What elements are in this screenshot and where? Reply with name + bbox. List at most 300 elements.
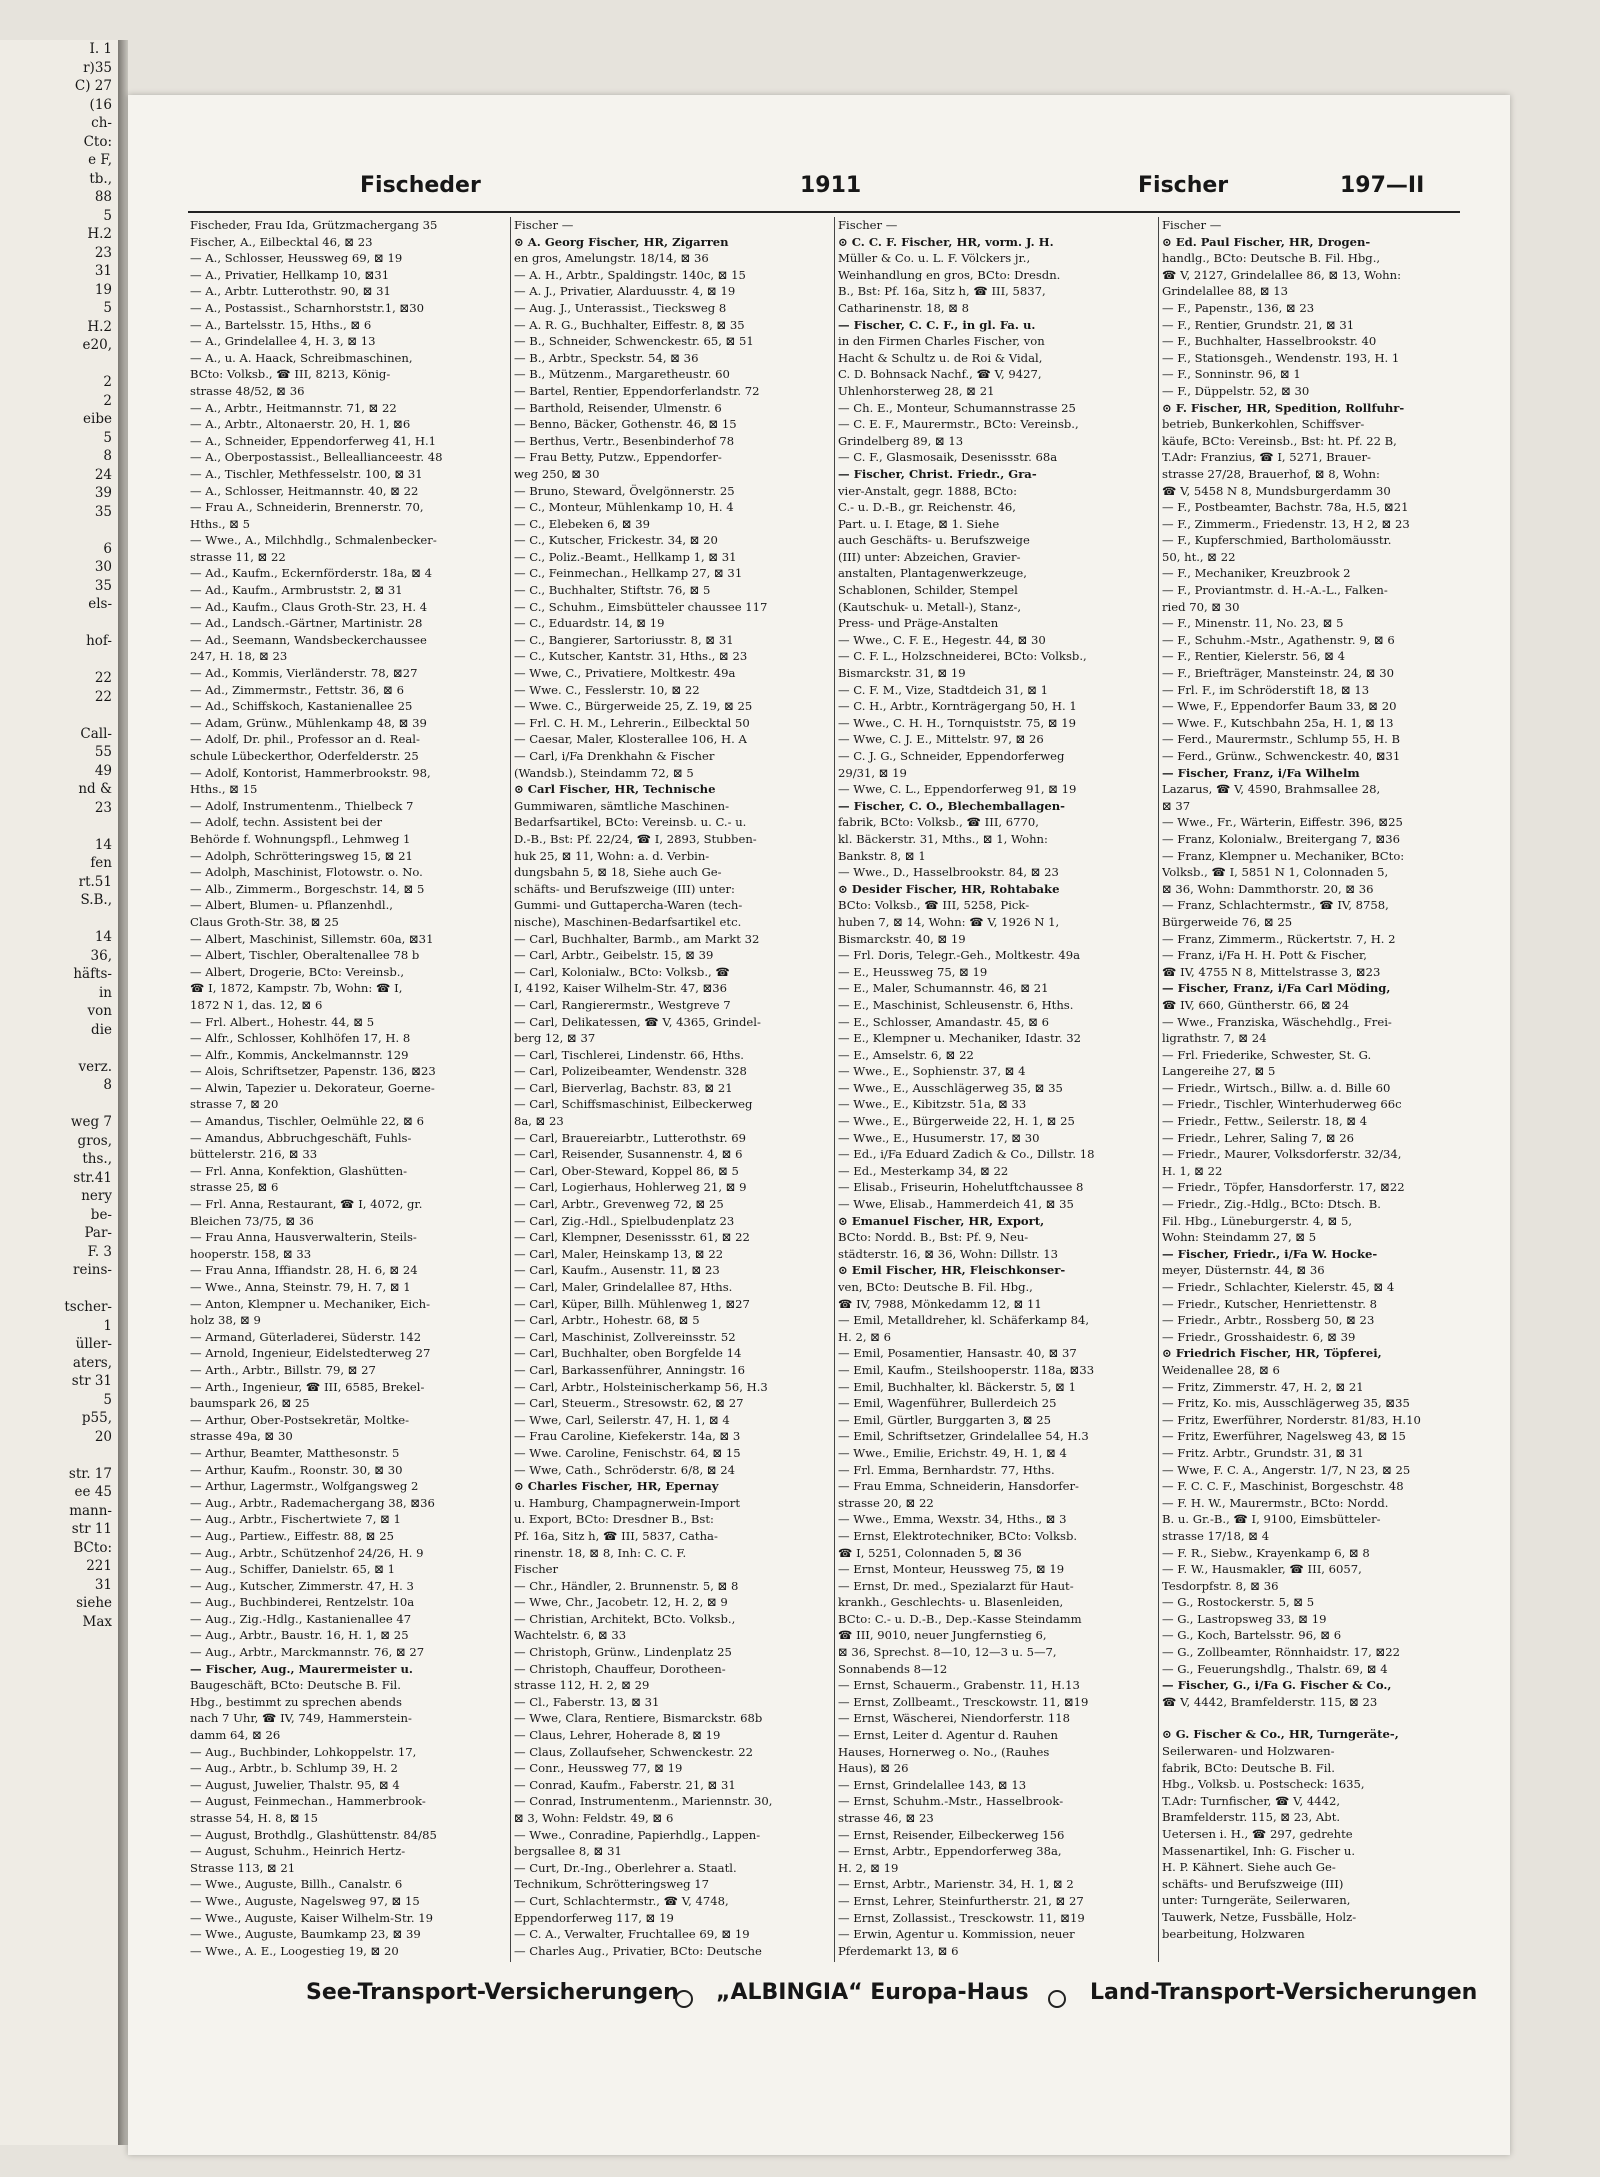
entry-line: — Conr., Heussweg 77, ⊠ 19 (514, 1761, 683, 1776)
prev-page-fragment (0, 817, 118, 836)
entry-line: — Carl, Arbtr., Hohestr. 68, ⊠ 5 (514, 1313, 700, 1328)
entry-line: Grindelberg 89, ⊠ 13 (838, 433, 964, 448)
entry-line: — Friedr., Fettw., Seilerstr. 18, ⊠ 4 (1162, 1114, 1368, 1129)
entry-line: Strasse 113, ⊠ 21 (190, 1860, 296, 1875)
previous-page-edge (0, 40, 120, 2145)
entry-line: — G., Zollbeamter, Rönnhaidstr. 17, ⊠22 (1162, 1645, 1400, 1660)
entry-line: — E., Heussweg 75, ⊠ 19 (838, 964, 988, 979)
entry-line: — Carl, Polizeibeamter, Wendenstr. 328 (514, 1064, 747, 1079)
entry-line: ☎ V, 2127, Grindelallee 86, ⊠ 13, Wohn: (1162, 267, 1402, 282)
entry-line: Grindelallee 88, ⊠ 13 (1162, 284, 1288, 299)
entry-line: — Wwe., Conradine, Papierhdlg., Lappen- (514, 1827, 761, 1842)
page-header (128, 173, 1510, 209)
prev-page-fragment: r)35 (83, 59, 112, 76)
entry-line: — Carl, Kolonialw., BCto: Volksb., ☎ (514, 964, 730, 979)
entry-line: — Fritz. Arbtr., Grundstr. 31, ⊠ 31 (1162, 1445, 1364, 1460)
entry-line: nach 7 Uhr, ☎ IV, 749, Hammerstein- (190, 1711, 412, 1726)
entry-heading-line: — Fischer, C. C. F., in gl. Fa. u. (838, 317, 1036, 332)
entry-line: — Ch. E., Monteur, Schumannstrasse 25 (838, 400, 1076, 415)
prev-page-fragment (0, 706, 118, 725)
entry-line: BCto: C.- u. D.-B., Dep.-Kasse Steindamm (838, 1611, 1082, 1626)
prev-page-fragment: e F, (88, 152, 112, 168)
prev-page-fragment (0, 355, 118, 374)
entry-line: — Ernst, Schuhm.-Mstr., Hasselbrook- (838, 1794, 1064, 1809)
entry-line (190, 1959, 506, 1962)
entry-line: — Fritz, Ko. mis, Ausschlägerweg 35, ⊠35 (1162, 1396, 1410, 1411)
entry-line: — C. H., Arbtr., Kornträgergang 50, H. 1 (838, 699, 1077, 714)
entry-line: — Adolph, Maschinist, Flotowstr. o. No. (190, 865, 423, 880)
entry-line: — Ferd., Maurermstr., Schlump 55, H. B (1162, 732, 1400, 747)
entry-line: — Carl, Arbtr., Geibelstr. 15, ⊠ 39 (514, 948, 714, 963)
entry-line: — Frau A., Schneiderin, Brennerstr. 70, (190, 500, 424, 515)
entry-line: — C. F. M., Vize, Stadtdeich 31, ⊠ 1 (838, 682, 1048, 697)
entry-line: — Aug., Arbtr., Baustr. 16, H. 1, ⊠ 25 (190, 1628, 409, 1643)
entry-line: — Alfr., Kommis, Anckelmannstr. 129 (190, 1047, 409, 1062)
entry-line: — Aug., Arbtr., Marckmannstr. 76, ⊠ 27 (190, 1645, 425, 1660)
prev-page-fragment: 1 (103, 1317, 112, 1334)
entry-line: Hths., ⊠ 15 (190, 782, 258, 797)
prev-page-fragment: siehe (76, 1595, 112, 1611)
prev-page-fragment (0, 1039, 118, 1058)
prev-page-fragment: 8 (103, 1077, 112, 1093)
entry-line: — Amandus, Tischler, Oelmühle 22, ⊠ 6 (190, 1114, 424, 1129)
entry-line: Sonnabends 8—12 (838, 1661, 948, 1676)
prev-page-fragment: 22 (94, 688, 112, 705)
entry-line: Gummiwaren, sämtliche Maschinen- (514, 798, 730, 813)
entry-line: — Wwe, Chr., Jacobetr. 12, H. 2, ⊠ 9 (514, 1595, 728, 1610)
entry-line: Bleichen 73/75, ⊠ 36 (190, 1213, 314, 1228)
entry-line: — Ernst, Arbtr., Eppendorferweg 38a, (838, 1844, 1062, 1859)
entry-line: — Carl, Logierhaus, Hohlerweg 21, ⊠ 9 (514, 1180, 747, 1195)
entry-line: — C., Bangierer, Sartoriusstr. 8, ⊠ 31 (514, 632, 734, 647)
entry-line: ☎ I, 5251, Colonnaden 5, ⊠ 36 (838, 1545, 1022, 1560)
entry-line: — Carl, Rangierermstr., Westgreve 7 (514, 997, 731, 1012)
entry-line: strasse 46, ⊠ 23 (838, 1811, 934, 1825)
entry-line: — Albert, Blumen- u. Pflanzenhdl., (190, 898, 393, 913)
prev-page-fragment: str.41 (73, 1169, 112, 1186)
prev-page-fragment: 22 (94, 670, 112, 686)
entry-line: — E., Maler, Schumannstr. 46, ⊠ 21 (838, 981, 1049, 996)
prev-page-fragment: 35 (94, 503, 112, 520)
entry-line: Hauses, Hornerweg o. No., (Rauhes (838, 1744, 1050, 1759)
prev-page-fragment: nd & (78, 781, 112, 797)
entry-heading-line: ⊙ Desider Fischer, HR, Rohtabake (838, 881, 1060, 896)
entry-line: huk 25, ⊠ 11, Wohn: a. d. Verbin- (514, 848, 710, 863)
prev-page-fragment: fen (90, 855, 112, 871)
entry-line: Bedarfsartikel, BCto: Vereinsb. u. C.- u. (514, 815, 747, 830)
entry-line: strasse 25, ⊠ 6 (190, 1180, 279, 1195)
entry-line: — Wwe, F. C. A., Angerstr. 1/7, N 23, ⊠ 25 (1162, 1462, 1411, 1477)
entry-line: Tauwerk, Netze, Fussbälle, Holz- (1162, 1909, 1357, 1924)
entry-line: — Fritz, Ewerführer, Nagelsweg 43, ⊠ 15 (1162, 1429, 1406, 1444)
entry-line: — Emil, Wagenführer, Bullerdeich 25 (838, 1396, 1057, 1411)
entry-line: Tesdorpfstr. 8, ⊠ 36 (1162, 1578, 1279, 1593)
prev-page-fragment: Cto: (83, 133, 112, 150)
entry-heading-line: ⊙ A. Georg Fischer, HR, Zigarren (514, 234, 729, 249)
entry-line: Hbg., Volksb. u. Postscheck: 1635, (1162, 1777, 1365, 1792)
prev-page-fragment (0, 1095, 118, 1114)
entry-line: weg 250, ⊠ 30 (514, 466, 600, 481)
entry-heading-line: — Fischer, G., i/Fa G. Fischer & Co., (1162, 1678, 1392, 1693)
entry-line: — Aug., Buchbinder, Lohkoppelstr. 17, (190, 1744, 417, 1759)
entry-line: — Ernst, Leiter d. Agentur d. Rauhen (838, 1728, 1058, 1743)
entry-line: — Alb., Zimmerm., Borgeschstr. 14, ⊠ 5 (190, 881, 425, 896)
entry-line: — Carl, Bierverlag, Bachstr. 83, ⊠ 21 (514, 1080, 733, 1095)
entry-line: (Wandsb.), Steindamm 72, ⊠ 5 (514, 765, 694, 780)
entry-line: — Wwe., Auguste, Billh., Canalstr. 6 (190, 1877, 403, 1892)
entry-line: — Arthur, Lagermstr., Wolfgangsweg 2 (190, 1479, 419, 1494)
prev-page-fragment: üller- (75, 1336, 112, 1352)
entry-line: — F., Buchhalter, Hasselbrookstr. 40 (1162, 334, 1377, 349)
entry-line: — C. F. L., Holzschneiderei, BCto: Volksb., (838, 649, 1087, 664)
entry-line: — Chr., Händler, 2. Brunnenstr. 5, ⊠ 8 (514, 1578, 739, 1593)
entry-line: BCto: Volksb., ☎ III, 5258, Pick- (838, 898, 1030, 913)
entry-line: — F. C. C. F., Maschinist, Borgeschstr. 48 (1162, 1479, 1404, 1494)
entry-line: — Frau Anna, Iffiandstr. 28, H. 6, ⊠ 24 (190, 1263, 418, 1278)
entry-line: Hacht & Schultz u. de Roi & Vidal, (838, 350, 1043, 365)
entry-line: 29/31, ⊠ 19 (838, 765, 907, 780)
entry-line: — Friedr., Zig.-Hdlg., BCto: Dtsch. B. (1162, 1197, 1381, 1212)
entry-line: — Ernst, Arbtr., Marienstr. 34, H. 1, ⊠ 2 (838, 1877, 1074, 1892)
entry-line: B. u. Gr.-B., ☎ I, 9100, Eimsbütteler- (1162, 1512, 1381, 1527)
entry-line: nische), Maschinen-Bedarfsartikel etc. (514, 914, 742, 929)
entry-line: — Christoph, Grünw., Lindenplatz 25 (514, 1645, 732, 1660)
prev-page-fragment (0, 1280, 118, 1299)
prev-page-fragment: 8 (103, 448, 112, 464)
entry-line: ⊠ 3, Wohn: Feldstr. 49, ⊠ 6 (514, 1811, 674, 1825)
entry-line: — Wwe., Anna, Steinstr. 79, H. 7, ⊠ 1 (190, 1280, 411, 1294)
entry-heading-line: ⊙ F. Fischer, HR, Spedition, Rollfuhr- (1162, 400, 1405, 415)
entry-line: — Claus, Zollaufseher, Schwenckestr. 22 (514, 1744, 753, 1759)
entry-line: — Wwe., E., Sophienstr. 37, ⊠ 4 (838, 1064, 1026, 1079)
entry-line: — F. R., Siebw., Krayenkamp 6, ⊠ 8 (1162, 1545, 1370, 1560)
prev-page-fragment: C) 27 (74, 78, 112, 94)
entry-line: käufe, BCto: Vereinsb., Bst: ht. Pf. 22 B, (1162, 433, 1397, 448)
entry-line: — F., Proviantmstr. d. H.-A.-L., Falken- (1162, 583, 1388, 598)
entry-line: — A., Grindelallee 4, H. 3, ⊠ 13 (190, 334, 376, 349)
entry-line: — Bruno, Steward, Övelgönnerstr. 25 (514, 483, 735, 498)
entry-line: Bramfelderstr. 115, ⊠ 23, Abt. (1162, 1810, 1341, 1825)
entry-line: — Carl, Maschinist, Zollvereinsstr. 52 (514, 1329, 736, 1344)
entry-line: — Wwe., E., Ausschlägerweg 35, ⊠ 35 (838, 1080, 1063, 1095)
entry-heading-line: — Fischer, Franz, i/Fa Carl Möding, (1162, 981, 1391, 996)
entry-line: — Erwin, Agentur u. Kommission, neuer (838, 1927, 1075, 1942)
entry-line: Fischer — (1162, 218, 1222, 232)
entry-line: — B., Schneider, Schwenckestr. 65, ⊠ 51 (514, 334, 754, 349)
entry-line: — C. A., Verwalter, Fruchtallee 69, ⊠ 19 (514, 1927, 750, 1942)
entry-line: — Wwe. C., Bürgerweide 25, Z. 19, ⊠ 25 (514, 699, 753, 714)
entry-line: — Franz, Schlachtermstr., ☎ IV, 8758, (1162, 898, 1389, 913)
entry-line: huben 7, ⊠ 14, Wohn: ☎ V, 1926 N 1, (838, 914, 1060, 929)
entry-line: — A., Oberpostassist., Belleallianceestr. 48 (190, 450, 443, 465)
entry-line: — Ernst, Wäscherei, Niendorferstr. 118 (838, 1711, 1070, 1726)
entry-line: — Friedr., Grosshaidestr. 6, ⊠ 39 (1162, 1329, 1356, 1344)
prev-page-fragment: nery (81, 1188, 112, 1204)
entry-line: — Arthur, Kaufm., Roonstr. 30, ⊠ 30 (190, 1462, 403, 1477)
entry-line: — Wwe, Carl, Seilerstr. 47, H. 1, ⊠ 4 (514, 1412, 730, 1427)
entry-line: — A., Schlosser, Heussweg 69, ⊠ 19 (190, 251, 403, 266)
entry-line: — F., Papenstr., 136, ⊠ 23 (1162, 300, 1315, 315)
prev-page-fragment: (16 (89, 96, 112, 113)
entry-line: Fil. Hbg., Lüneburgerstr. 4, ⊠ 5, (1162, 1213, 1353, 1228)
column-1 (190, 217, 506, 1962)
column-divider (510, 217, 511, 1962)
advert-footer (188, 1980, 1478, 2020)
entry-line: — Arth., Arbtr., Billstr. 79, ⊠ 27 (190, 1362, 376, 1377)
entry-line: — Ernst, Monteur, Heussweg 75, ⊠ 19 (838, 1562, 1065, 1577)
entry-line: — Berthus, Vertr., Besenbinderhof 78 (514, 433, 735, 448)
entry-line: — A., Arbtr. Lutterothstr. 90, ⊠ 31 (190, 284, 391, 299)
entry-heading-line: — Fischer, Christ. Friedr., Gra- (838, 466, 1037, 481)
entry-line: — Ad., Zimmermstr., Fettstr. 36, ⊠ 6 (190, 682, 404, 697)
entry-line: — Frl. F., im Schröderstift 18, ⊠ 13 (1162, 682, 1370, 697)
entry-line: hooperstr. 158, ⊠ 33 (190, 1246, 312, 1261)
entry-line: — Wwe. F., Kutschbahn 25a, H. 1, ⊠ 13 (1162, 715, 1394, 730)
entry-line: — F., Sonninstr. 96, ⊠ 1 (1162, 367, 1301, 382)
prev-page-fragment: str 31 (71, 1373, 112, 1389)
entry-line: anstalten, Plantagenwerkzeuge, (838, 566, 1027, 581)
entry-line: — G., Lastropsweg 33, ⊠ 19 (1162, 1611, 1327, 1626)
entry-line: — Ad., Kaufm., Eckernförderstr. 18a, ⊠ 4 (190, 566, 433, 581)
entry-line: — Aug., Zig.-Hdlg., Kastanienallee 47 (190, 1611, 412, 1626)
entry-line: — Wwe, C., Privatiere, Moltkestr. 49a (514, 666, 736, 681)
entry-line: — Carl, Küper, Billh. Mühlenweg 1, ⊠27 (514, 1296, 750, 1311)
entry-line: — Friedr., Kutscher, Henriettenstr. 8 (1162, 1296, 1377, 1311)
entry-line: strasse 48/52, ⊠ 36 (190, 383, 305, 398)
entry-line: T.Adr: Franzius, ☎ I, 5271, Brauer- (1162, 450, 1371, 465)
entry-line: — Wwe, Elisab., Hammerdeich 41, ⊠ 35 (838, 1197, 1074, 1212)
prev-page-fragment: häfts- (73, 966, 112, 982)
entry-line: — Curt, Dr.-Ing., Oberlehrer a. Staatl. (514, 1860, 737, 1875)
prev-page-fragment: tscher- (64, 1299, 112, 1315)
entry-line: strasse 11, ⊠ 22 (190, 549, 286, 564)
entry-line: — F., Rentier, Grundstr. 21, ⊠ 31 (1162, 317, 1355, 332)
entry-line: — Carl, Klempner, Desenissstr. 61, ⊠ 22 (514, 1230, 750, 1245)
entry-line: Weidenallee 28, ⊠ 6 (1162, 1362, 1280, 1377)
entry-line: en gros, Amelungstr. 18/14, ⊠ 36 (514, 251, 709, 266)
entry-line: — Albert, Maschinist, Sillemstr. 60a, ⊠31 (190, 931, 434, 946)
entry-line: — A. R. G., Buchhalter, Eiffestr. 8, ⊠ 35 (514, 317, 745, 332)
entry-line: krankh., Geschlechts- u. Blasenleiden, (838, 1595, 1064, 1610)
prev-page-fragment: gros, (77, 1132, 112, 1149)
footer-circle-icon (1048, 1990, 1066, 2008)
entry-line: bearbeitung, Holzwaren (1162, 1926, 1305, 1941)
entry-line: — Frl. Friederike, Schwester, St. G. (1162, 1047, 1372, 1062)
prev-page-fragment: str. 17 (68, 1465, 112, 1482)
entry-heading-line: ⊙ Charles Fischer, HR, Epernay (514, 1479, 719, 1494)
column-2 (514, 217, 830, 1962)
prev-page-fragment: 221 (86, 1558, 112, 1574)
entry-line: fabrik, BCto: Volksb., ☎ III, 6770, (838, 815, 1039, 830)
entry-line: — Emil, Posamentier, Hansastr. 40, ⊠ 37 (838, 1346, 1077, 1361)
prev-page-fragment: rt.51 (78, 873, 112, 890)
entry-line: — Carl, Reisender, Susannenstr. 4, ⊠ 6 (514, 1147, 743, 1162)
entry-line: — Christian, Architekt, BCto. Volksb., (514, 1611, 736, 1626)
footer-circle-icon (675, 1990, 693, 2008)
entry-line: — Wwe, Clara, Rentiere, Bismarckstr. 68b (514, 1711, 763, 1726)
entry-line: — A., Bartelsstr. 15, Hths., ⊠ 6 (190, 317, 372, 332)
prev-page-fragment: hof- (86, 633, 112, 649)
prev-page-fragment (0, 910, 118, 929)
book-gutter (118, 40, 128, 2145)
entry-line: — Ferd., Grünw., Schwenckestr. 40, ⊠31 (1162, 749, 1401, 763)
entry-line: — Arthur, Ober-Postsekretär, Moltke- (190, 1412, 410, 1427)
prev-page-fragment: 20 (94, 1428, 112, 1445)
entry-line: 1872 N 1, das. 12, ⊠ 6 (190, 997, 323, 1012)
prev-page-fragment: weg 7 (70, 1114, 112, 1130)
entry-line: Fischeder, Frau Ida, Grützmachergang 35 (190, 218, 438, 232)
entry-line: T.Adr: Turnfischer, ☎ V, 4442, (1162, 1793, 1341, 1808)
prev-page-fragment (0, 614, 118, 633)
entry-line: — Friedr., Schlachter, Kielerstr. 45, ⊠ 4 (1162, 1280, 1395, 1294)
entry-line: — Franz, i/Fa H. H. Pott & Fischer, (1162, 948, 1367, 963)
entry-line: — Arth., Ingenieur, ☎ III, 6585, Brekel- (190, 1379, 425, 1394)
entry-line: in den Firmen Charles Fischer, von (838, 334, 1045, 349)
entry-line: fabrik, BCto: Deutsche B. Fil. (1162, 1760, 1335, 1775)
entry-line: — Wwe., Fr., Wärterin, Eiffestr. 396, ⊠25 (1162, 815, 1403, 830)
entry-line: — Wwe., A., Milchhdlg., Schmalenbecker- (190, 533, 437, 548)
prev-page-fragment: 5 (103, 429, 112, 446)
entry-line: — Carl, Kaufm., Ausenstr. 11, ⊠ 23 (514, 1263, 720, 1278)
entry-line: — Ad., Schiffskoch, Kastanienallee 25 (190, 699, 413, 714)
entry-line: — Aug., Schiffer, Danielstr. 65, ⊠ 1 (190, 1562, 396, 1577)
entry-line: — Carl, Delikatessen, ☎ V, 4365, Grindel- (514, 1014, 761, 1029)
entry-line: C.- u. D.-B., gr. Reichenstr. 46, (838, 500, 1016, 515)
entry-line: — Friedr., Wirtsch., Billw. a. d. Bille 60 (1162, 1080, 1391, 1095)
entry-line: — Christoph, Chauffeur, Dorotheen- (514, 1661, 726, 1676)
entry-line: — F., Zimmerm., Friedenstr. 13, H 2, ⊠ 23 (1162, 516, 1410, 531)
entry-line: Lazarus, ☎ V, 4590, Brahmsallee 28, (1162, 782, 1381, 797)
entry-line: — Frau Caroline, Kiefekerstr. 14a, ⊠ 3 (514, 1429, 741, 1444)
entry-heading-line: ⊙ Emil Fischer, HR, Fleischkonser- (838, 1263, 1066, 1278)
entry-line: — Friedr., Lehrer, Saling 7, ⊠ 26 (1162, 1130, 1354, 1145)
prev-page-fragment (0, 521, 118, 540)
entry-line: Uhlenhorsterweg 28, ⊠ 21 (838, 383, 995, 398)
entry-line: holz 38, ⊠ 9 (190, 1313, 261, 1328)
prev-page-fragment: S.B., (80, 892, 112, 908)
prev-page-fragment: 23 (94, 244, 112, 261)
entry-line: Massenartikel, Inh: G. Fischer u. (1162, 1843, 1356, 1858)
entry-line: ☎ III, 9010, neuer Jungfernstieg 6, (838, 1628, 1047, 1643)
prev-page-fragment: Max (82, 1613, 112, 1630)
prev-page-fragment: 35 (94, 577, 112, 594)
prev-page-fragment: e20, (82, 337, 112, 353)
entry-line: — F., Schuhm.-Mstr., Agathenstr. 9, ⊠ 6 (1162, 632, 1395, 647)
entry-line: — Ernst, Elektrotechniker, BCto: Volksb. (838, 1528, 1078, 1543)
prev-page-fragment: ch- (91, 115, 112, 131)
entry-line: ☎ V, 5458 N 8, Mundsburgerdamm 30 (1162, 483, 1391, 498)
entry-line: — F. W., Hausmakler, ☎ III, 6057, (1162, 1562, 1362, 1577)
entry-line: — Carl, Schiffsmaschinist, Eilbeckerweg (514, 1097, 753, 1112)
entry-line: — Anton, Klempner u. Mechaniker, Eich- (190, 1296, 430, 1311)
entry-line: Wachtelstr. 6, ⊠ 33 (514, 1628, 627, 1643)
entry-line: Bürgerweide 76, ⊠ 25 (1162, 914, 1293, 929)
entry-line: — Ernst, Schauerm., Grabenstr. 11, H.13 (838, 1678, 1080, 1693)
entry-line: — Aug. J., Unterassist., Tiecksweg 8 (514, 300, 727, 315)
entry-line: — Adolf, Instrumentenm., Thielbeck 7 (190, 798, 414, 813)
entry-line: — Albert, Drogerie, BCto: Vereinsb., (190, 964, 405, 979)
prev-page-fragment: verz. (78, 1058, 112, 1075)
entry-line: — Carl, Buchhalter, Barmb., am Markt 32 (514, 931, 760, 946)
entry-line: — C. J. G., Schneider, Eppendorferweg (838, 749, 1065, 763)
entry-line: Müller & Co. u. L. F. Völckers jr., (838, 251, 1031, 266)
entry-line: Bismarckstr. 40, ⊠ 19 (838, 931, 966, 946)
prev-page-fragment: 49 (94, 762, 112, 779)
entry-line: strasse 54, H. 8, ⊠ 15 (190, 1811, 319, 1825)
entry-line: — Wwe., Emilie, Erichstr. 49, H. 1, ⊠ 4 (838, 1445, 1067, 1460)
entry-line: strasse 112, H. 2, ⊠ 29 (514, 1678, 650, 1693)
entry-line: — Carl, Maler, Grindelallee 87, Hths. (514, 1280, 733, 1294)
entry-heading-line: — Fischer, Franz, i/Fa Wilhelm (1162, 765, 1360, 780)
prev-page-fragment: 24 (94, 466, 112, 483)
entry-line: — F., Kupferschmied, Bartholomäusstr. (1162, 533, 1392, 548)
prev-page-fragment: F. 3 (87, 1243, 112, 1260)
entry-line: — Friedr., Maurer, Volksdorferstr. 32/34, (1162, 1147, 1402, 1162)
entry-line: — Albert, Tischler, Oberaltenallee 78 b (190, 948, 420, 963)
entry-heading-line: ⊙ Friedrich Fischer, HR, Töpferei, (1162, 1346, 1382, 1361)
entry-line: — Frau Anna, Hausverwalterin, Steils- (190, 1230, 417, 1245)
directory-page (128, 95, 1510, 2155)
entry-line: H. 1, ⊠ 22 (1162, 1163, 1223, 1178)
entry-line: — Conrad, Kaufm., Faberstr. 21, ⊠ 31 (514, 1777, 736, 1792)
entry-heading-line: ⊙ Ed. Paul Fischer, HR, Drogen- (1162, 234, 1371, 249)
entry-heading-line: ⊙ Carl Fischer, HR, Technische (514, 782, 716, 797)
entry-line: — Wwe. C., Fesslerstr. 10, ⊠ 22 (514, 682, 700, 697)
entry-line: — C., Schuhm., Eimsbütteler chaussee 117 (514, 599, 768, 614)
entry-line: — Ed., i/Fa Eduard Zadich & Co., Dillstr. 18 (838, 1147, 1095, 1162)
entry-line: ☎ I, 1872, Kampstr. 7b, Wohn: ☎ I, (190, 981, 403, 996)
entry-line: — Carl, Tischlerei, Lindenstr. 66, Hths. (514, 1047, 744, 1062)
footer-left-text: See-Transport-Versicherungen (306, 1980, 679, 2005)
entry-heading-line: — Fischer, Aug., Maurermeister u. (190, 1661, 413, 1676)
entry-line: städterstr. 16, ⊠ 36, Wohn: Dillstr. 13 (838, 1246, 1058, 1261)
entry-line: — Emil, Gürtler, Burggarten 3, ⊠ 25 (838, 1412, 1052, 1427)
entry-line: — Wwe, C. L., Eppendorferweg 91, ⊠ 19 (838, 782, 1077, 797)
entry-line: ☎ IV, 4755 N 8, Mittelstrasse 3, ⊠23 (1162, 964, 1381, 979)
entry-line: — G., Rostockerstr. 5, ⊠ 5 (1162, 1595, 1315, 1610)
entry-line: — Adolph, Schrötteringsweg 15, ⊠ 21 (190, 848, 413, 863)
entry-line: auch Geschäfts- u. Berufszweige (838, 533, 1030, 548)
entry-line: — Emil, Buchhalter, kl. Bäckerstr. 5, ⊠ 1 (838, 1379, 1076, 1394)
prev-page-fragment: 2 (103, 392, 112, 409)
entry-line: — Wwe, C. J. E., Mittelstr. 97, ⊠ 26 (838, 732, 1044, 747)
prev-page-fragment: tb., (89, 170, 112, 187)
entry-line: — Friedr., Arbtr., Rossberg 50, ⊠ 23 (1162, 1313, 1375, 1328)
entry-line: Eppendorferweg 117, ⊠ 19 (514, 1910, 674, 1925)
header-rule (188, 211, 1460, 213)
prev-page-fragment: in (98, 984, 112, 1001)
entry-line: — C., Kutscher, Frickestr. 34, ⊠ 20 (514, 533, 718, 548)
entry-line: — A., Arbtr., Altonaerstr. 20, H. 1, ⊠6 (190, 417, 411, 432)
entry-line: Catharinenstr. 18, ⊠ 8 (838, 300, 970, 315)
entry-line: — Adolf, Kontorist, Hammerbrookstr. 98, (190, 765, 431, 780)
entry-line: damm 64, ⊠ 26 (190, 1728, 281, 1743)
entry-line: — F., Postbeamter, Bachstr. 78a, H.5, ⊠21 (1162, 500, 1409, 515)
entry-line: bergsallee 8, ⊠ 31 (514, 1844, 622, 1859)
entry-heading-line: ⊙ Emanuel Fischer, HR, Export, (838, 1213, 1045, 1228)
entry-line: — E., Maschinist, Schleusenstr. 6, Hths. (838, 997, 1074, 1012)
prev-page-fragment (0, 1446, 118, 1465)
prev-page-fragment: die (91, 1021, 112, 1038)
entry-line: — Wwe., Auguste, Kaiser Wilhelm-Str. 19 (190, 1910, 433, 1925)
entry-line: — Amandus, Abbruchgeschäft, Fuhls- (190, 1130, 412, 1145)
entry-line: — Barthold, Reisender, Ulmenstr. 6 (514, 400, 722, 415)
entry-line: — Carl, Steuerm., Stresowstr. 62, ⊠ 27 (514, 1396, 744, 1411)
entry-line: — A., Arbtr., Heitmannstr. 71, ⊠ 22 (190, 400, 397, 415)
entry-line: H. 2, ⊠ 6 (838, 1329, 892, 1344)
prev-page-fragment: Par- (84, 1225, 112, 1241)
entry-line: — Wwe, Cath., Schröderstr. 6/8, ⊠ 24 (514, 1462, 735, 1477)
